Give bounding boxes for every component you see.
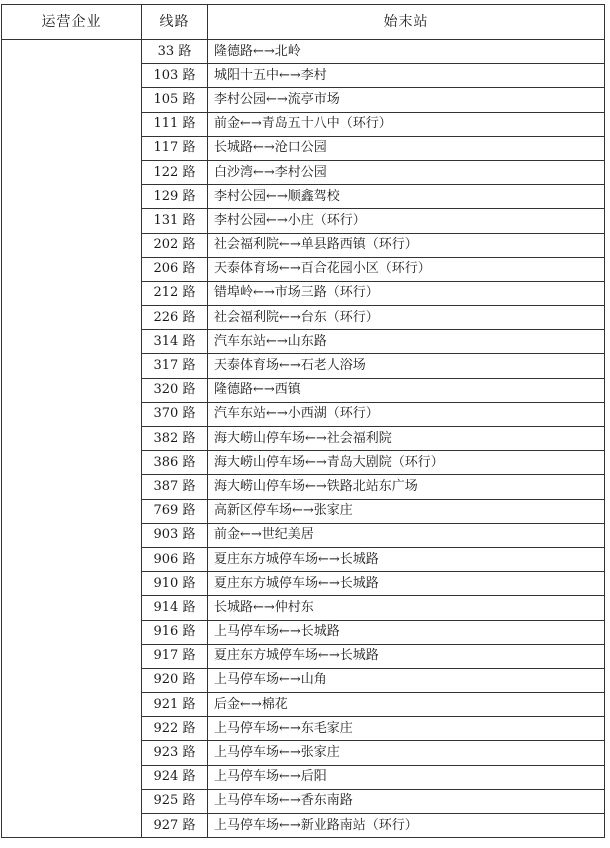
route-cell: 122 路 xyxy=(142,160,208,184)
route-cell: 927 路 xyxy=(142,814,208,838)
stops-cell: 夏庄东方城停车场←→长城路 xyxy=(208,644,605,668)
table-row xyxy=(2,40,605,64)
route-cell: 903 路 xyxy=(142,523,208,547)
table-body xyxy=(2,40,605,838)
header-stops: 始末站 xyxy=(208,5,605,40)
bus-route-table xyxy=(1,4,605,838)
route-cell: 914 路 xyxy=(142,596,208,620)
stops-cell: 隆德路←→北岭 xyxy=(208,40,605,64)
route-cell: 370 路 xyxy=(142,402,208,426)
route-cell: 226 路 xyxy=(142,306,208,330)
stops-cell: 错埠岭←→市场三路（环行） xyxy=(208,281,605,305)
route-cell: 386 路 xyxy=(142,451,208,475)
route-cell: 910 路 xyxy=(142,572,208,596)
route-cell: 212 路 xyxy=(142,281,208,305)
route-cell: 382 路 xyxy=(142,427,208,451)
stops-cell: 长城路←→仲村东 xyxy=(208,596,605,620)
stops-cell: 海大崂山停车场←→青岛大剧院（环行） xyxy=(208,451,605,475)
stops-cell: 上马停车场←→香东南路 xyxy=(208,789,605,813)
header-route: 线路 xyxy=(142,5,208,40)
stops-cell: 高新区停车场←→张家庄 xyxy=(208,499,605,523)
stops-cell: 李村公园←→流亭市场 xyxy=(208,88,605,112)
route-cell: 923 路 xyxy=(142,741,208,765)
route-cell: 117 路 xyxy=(142,136,208,160)
stops-cell: 上马停车场←→新业路南站（环行） xyxy=(208,814,605,838)
route-cell: 917 路 xyxy=(142,644,208,668)
route-cell: 387 路 xyxy=(142,475,208,499)
route-cell: 314 路 xyxy=(142,330,208,354)
route-cell: 769 路 xyxy=(142,499,208,523)
stops-cell: 长城路←→沧口公园 xyxy=(208,136,605,160)
route-cell: 103 路 xyxy=(142,64,208,88)
stops-cell: 夏庄东方城停车场←→长城路 xyxy=(208,547,605,571)
stops-cell: 海大崂山停车场←→铁路北站东广场 xyxy=(208,475,605,499)
route-cell: 906 路 xyxy=(142,547,208,571)
route-cell: 33 路 xyxy=(142,40,208,64)
route-cell: 131 路 xyxy=(142,209,208,233)
stops-cell: 前金←→世纪美居 xyxy=(208,523,605,547)
route-cell: 925 路 xyxy=(142,789,208,813)
stops-cell: 海大崂山停车场←→社会福利院 xyxy=(208,427,605,451)
route-cell: 320 路 xyxy=(142,378,208,402)
stops-cell: 汽车东站←→小西湖（环行） xyxy=(208,402,605,426)
header-row xyxy=(2,5,605,40)
stops-cell: 上马停车场←→东毛家庄 xyxy=(208,717,605,741)
stops-cell: 后金←→棉花 xyxy=(208,693,605,717)
route-cell: 111 路 xyxy=(142,112,208,136)
route-cell: 916 路 xyxy=(142,620,208,644)
route-cell: 924 路 xyxy=(142,765,208,789)
route-cell: 129 路 xyxy=(142,185,208,209)
route-cell: 920 路 xyxy=(142,668,208,692)
operator-cell xyxy=(2,40,142,838)
route-cell: 202 路 xyxy=(142,233,208,257)
stops-cell: 城阳十五中←→李村 xyxy=(208,64,605,88)
route-cell: 105 路 xyxy=(142,88,208,112)
route-cell: 922 路 xyxy=(142,717,208,741)
stops-cell: 李村公园←→顺鑫驾校 xyxy=(208,185,605,209)
stops-cell: 汽车东站←→山东路 xyxy=(208,330,605,354)
route-cell: 317 路 xyxy=(142,354,208,378)
stops-cell: 前金←→青岛五十八中（环行） xyxy=(208,112,605,136)
stops-cell: 天泰体育场←→石老人浴场 xyxy=(208,354,605,378)
stops-cell: 白沙湾←→李村公园 xyxy=(208,160,605,184)
stops-cell: 上马停车场←→山角 xyxy=(208,668,605,692)
stops-cell: 社会福利院←→单县路西镇（环行） xyxy=(208,233,605,257)
route-cell: 921 路 xyxy=(142,693,208,717)
route-cell: 206 路 xyxy=(142,257,208,281)
stops-cell: 社会福利院←→台东（环行） xyxy=(208,306,605,330)
stops-cell: 上马停车场←→后阳 xyxy=(208,765,605,789)
stops-cell: 李村公园←→小庄（环行） xyxy=(208,209,605,233)
stops-cell: 上马停车场←→长城路 xyxy=(208,620,605,644)
stops-cell: 隆德路←→西镇 xyxy=(208,378,605,402)
stops-cell: 天泰体育场←→百合花园小区（环行） xyxy=(208,257,605,281)
stops-cell: 夏庄东方城停车场←→长城路 xyxy=(208,572,605,596)
header-operator: 运营企业 xyxy=(2,5,142,40)
stops-cell: 上马停车场←→张家庄 xyxy=(208,741,605,765)
